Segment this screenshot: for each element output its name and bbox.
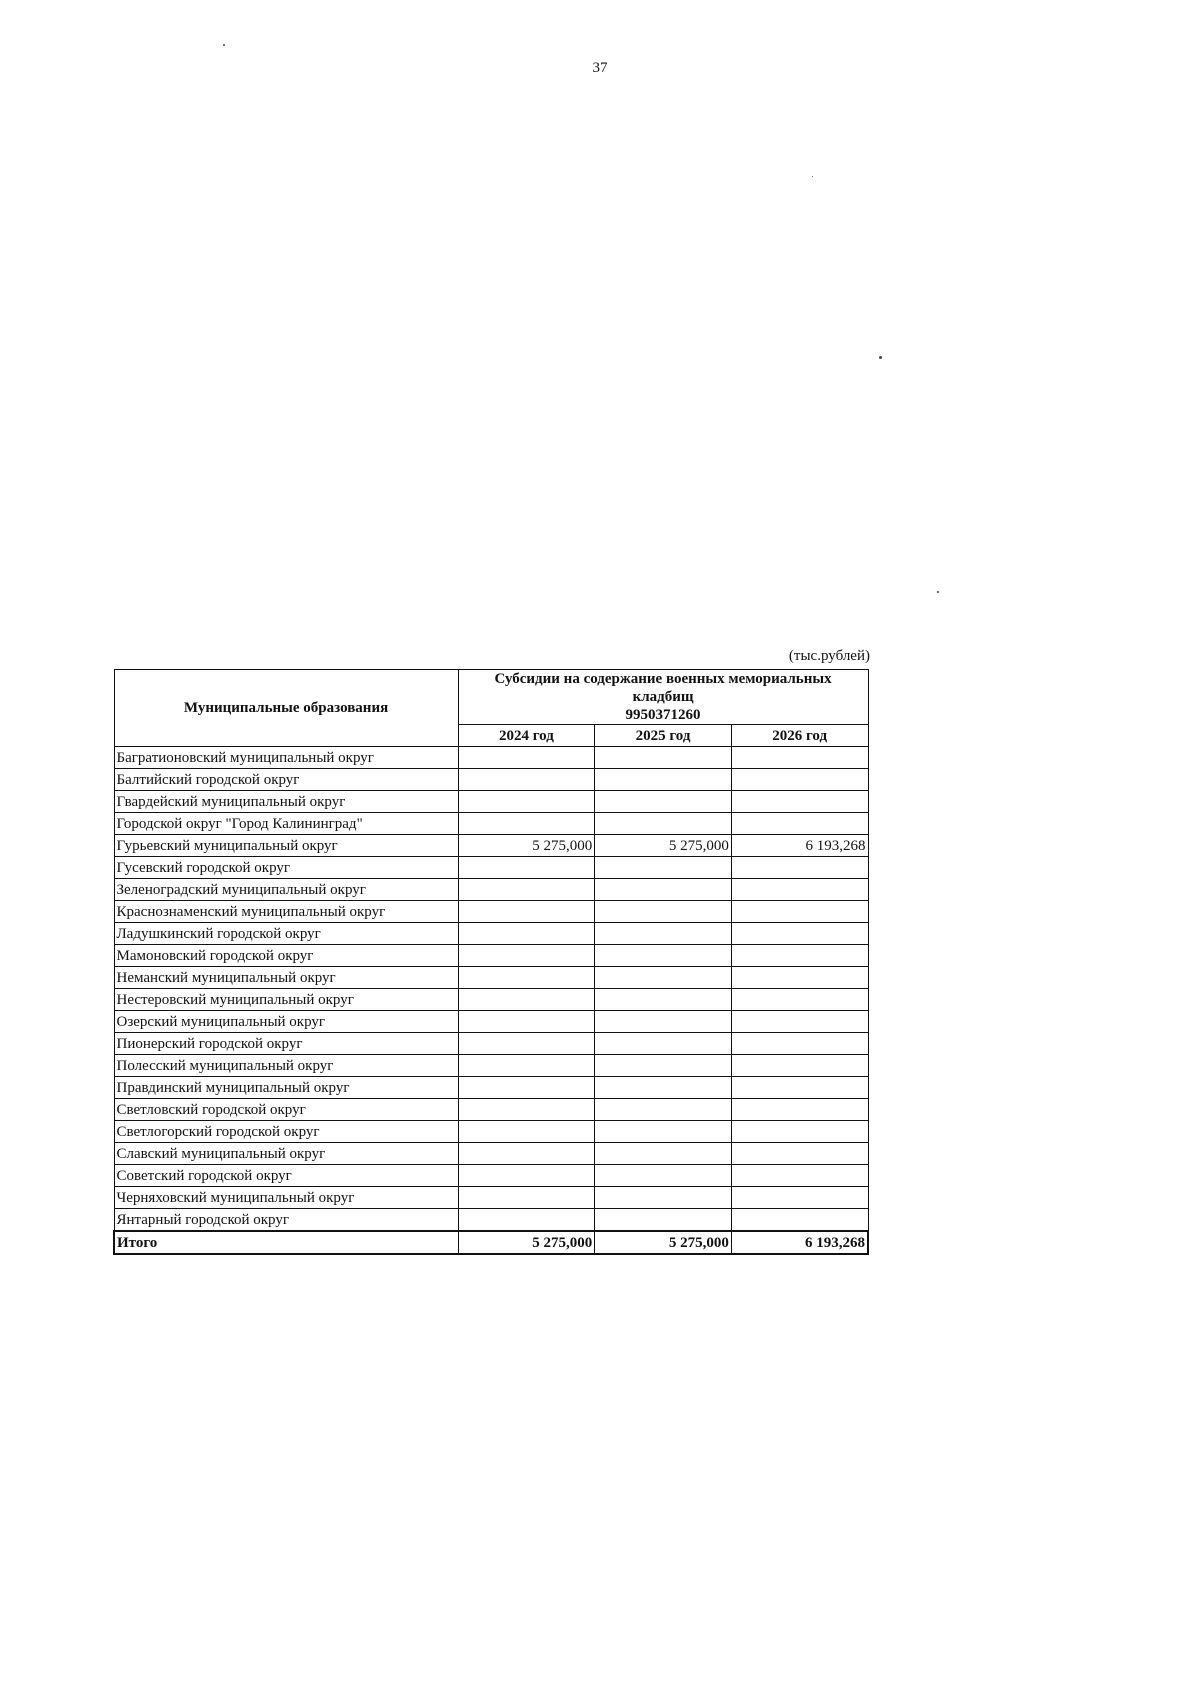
units-label: (тыс.рублей) (788, 648, 870, 664)
value-cell-2026 (731, 923, 868, 945)
value-cell-2024 (458, 1209, 595, 1232)
value-cell-2025 (595, 1099, 732, 1121)
year-2025-header: 2025 год (595, 725, 732, 747)
table-row (114, 813, 868, 835)
table-row (114, 1099, 868, 1121)
municipality-name: Городской округ "Город Калининград" (114, 813, 458, 835)
municipality-name: Краснознаменский муниципальный округ (114, 901, 458, 923)
value-cell-2024 (458, 791, 595, 813)
value-cell-2026 (731, 1209, 868, 1232)
value-cell-2025 (595, 1055, 732, 1077)
municipality-name: Янтарный городской округ (114, 1209, 458, 1232)
value-cell-2026 (731, 1077, 868, 1099)
municipality-name: Зеленоградский муниципальный округ (114, 879, 458, 901)
table-row (114, 1165, 868, 1187)
year-2024-header: 2024 год (458, 725, 595, 747)
value-cell-2026: 6 193,268 (731, 835, 868, 857)
value-cell-2024 (458, 1121, 595, 1143)
value-cell-2026 (731, 747, 868, 769)
table-row (114, 1143, 868, 1165)
value-cell-2025 (595, 747, 732, 769)
total-value-2026: 6 193,268 (731, 1231, 868, 1254)
value-cell-2024 (458, 1187, 595, 1209)
subsidy-table (113, 669, 869, 1255)
table-row (114, 879, 868, 901)
value-cell-2025 (595, 769, 732, 791)
value-cell-2024 (458, 769, 595, 791)
scan-speck (812, 176, 813, 177)
value-cell-2024 (458, 945, 595, 967)
table-row (114, 967, 868, 989)
value-cell-2025 (595, 879, 732, 901)
municipality-name: Черняховский муниципальный округ (114, 1187, 458, 1209)
value-cell-2024 (458, 967, 595, 989)
municipality-name: Гусевский городской округ (114, 857, 458, 879)
value-cell-2026 (731, 1121, 868, 1143)
value-cell-2024 (458, 1055, 595, 1077)
table-row (114, 1187, 868, 1209)
municipality-name: Гурьевский муниципальный округ (114, 835, 458, 857)
value-cell-2026 (731, 1055, 868, 1077)
value-cell-2026 (731, 1099, 868, 1121)
municipality-name: Пионерский городской округ (114, 1033, 458, 1055)
table-row (114, 747, 868, 769)
municipality-name: Ладушкинский городской округ (114, 923, 458, 945)
value-cell-2024 (458, 1033, 595, 1055)
value-cell-2025 (595, 1077, 732, 1099)
municipality-name: Багратионовский муниципальный округ (114, 747, 458, 769)
value-cell-2024 (458, 857, 595, 879)
value-cell-2025 (595, 1011, 732, 1033)
table-body (114, 670, 868, 1255)
value-cell-2025 (595, 1165, 732, 1187)
value-cell-2024 (458, 1011, 595, 1033)
value-cell-2024 (458, 1077, 595, 1099)
value-cell-2026 (731, 813, 868, 835)
table-row (114, 791, 868, 813)
value-cell-2026 (731, 791, 868, 813)
table-row (114, 769, 868, 791)
value-cell-2025 (595, 857, 732, 879)
value-cell-2025 (595, 1143, 732, 1165)
value-cell-2025 (595, 989, 732, 1011)
value-cell-2026 (731, 1165, 868, 1187)
municipality-name: Полесский муниципальный округ (114, 1055, 458, 1077)
value-cell-2025 (595, 813, 732, 835)
municipality-name: Гвардейский муниципальный округ (114, 791, 458, 813)
value-cell-2026 (731, 967, 868, 989)
header-subsidy-title (458, 670, 868, 725)
value-cell-2024: 5 275,000 (458, 835, 595, 857)
value-cell-2026 (731, 769, 868, 791)
value-cell-2025 (595, 901, 732, 923)
value-cell-2026 (731, 879, 868, 901)
value-cell-2024 (458, 879, 595, 901)
value-cell-2024 (458, 813, 595, 835)
value-cell-2026 (731, 1187, 868, 1209)
total-row (114, 1231, 868, 1254)
value-cell-2025 (595, 1121, 732, 1143)
municipality-name: Балтийский городской округ (114, 769, 458, 791)
value-cell-2026 (731, 1143, 868, 1165)
scan-speck (937, 591, 939, 593)
header-municipalities: Муниципальные образования (114, 670, 458, 747)
table-row (114, 1011, 868, 1033)
municipality-name: Неманский муниципальный округ (114, 967, 458, 989)
municipality-name: Светловский городской округ (114, 1099, 458, 1121)
table-row (114, 1033, 868, 1055)
scan-speck (879, 356, 882, 359)
header-row (114, 670, 868, 725)
header-title-line: кладбищ (632, 689, 694, 705)
total-value-2025: 5 275,000 (595, 1231, 732, 1254)
total-label: Итого (114, 1231, 458, 1254)
value-cell-2024 (458, 901, 595, 923)
value-cell-2026 (731, 901, 868, 923)
value-cell-2025 (595, 791, 732, 813)
table-row (114, 835, 868, 857)
value-cell-2026 (731, 857, 868, 879)
table-row (114, 1121, 868, 1143)
value-cell-2024 (458, 923, 595, 945)
value-cell-2025 (595, 1187, 732, 1209)
table-row (114, 1209, 868, 1232)
page-number: 37 (592, 60, 608, 76)
municipality-name: Нестеровский муниципальный округ (114, 989, 458, 1011)
year-2026-header: 2026 год (731, 725, 868, 747)
header-title-code: 9950371260 (625, 707, 701, 723)
value-cell-2024 (458, 1143, 595, 1165)
table-row (114, 945, 868, 967)
value-cell-2026 (731, 1011, 868, 1033)
table-row (114, 923, 868, 945)
value-cell-2025 (595, 1033, 732, 1055)
table-row (114, 901, 868, 923)
table-row (114, 1077, 868, 1099)
value-cell-2025: 5 275,000 (595, 835, 732, 857)
value-cell-2024 (458, 1099, 595, 1121)
value-cell-2026 (731, 989, 868, 1011)
value-cell-2026 (731, 945, 868, 967)
header-title-line: Субсидии на содержание военных мемориальных (494, 671, 832, 687)
table-row (114, 1055, 868, 1077)
municipality-name: Светлогорский городской округ (114, 1121, 458, 1143)
value-cell-2025 (595, 967, 732, 989)
value-cell-2025 (595, 923, 732, 945)
value-cell-2025 (595, 1209, 732, 1232)
value-cell-2025 (595, 945, 732, 967)
value-cell-2024 (458, 1165, 595, 1187)
value-cell-2024 (458, 747, 595, 769)
municipality-name: Советский городской округ (114, 1165, 458, 1187)
scan-speck (223, 44, 225, 46)
municipality-name: Правдинский муниципальный округ (114, 1077, 458, 1099)
table-row (114, 857, 868, 879)
value-cell-2026 (731, 1033, 868, 1055)
value-cell-2024 (458, 989, 595, 1011)
municipality-name: Озерский муниципальный округ (114, 1011, 458, 1033)
total-value-2024: 5 275,000 (458, 1231, 595, 1254)
municipality-name: Славский муниципальный округ (114, 1143, 458, 1165)
municipality-name: Мамоновский городской округ (114, 945, 458, 967)
table-row (114, 989, 868, 1011)
